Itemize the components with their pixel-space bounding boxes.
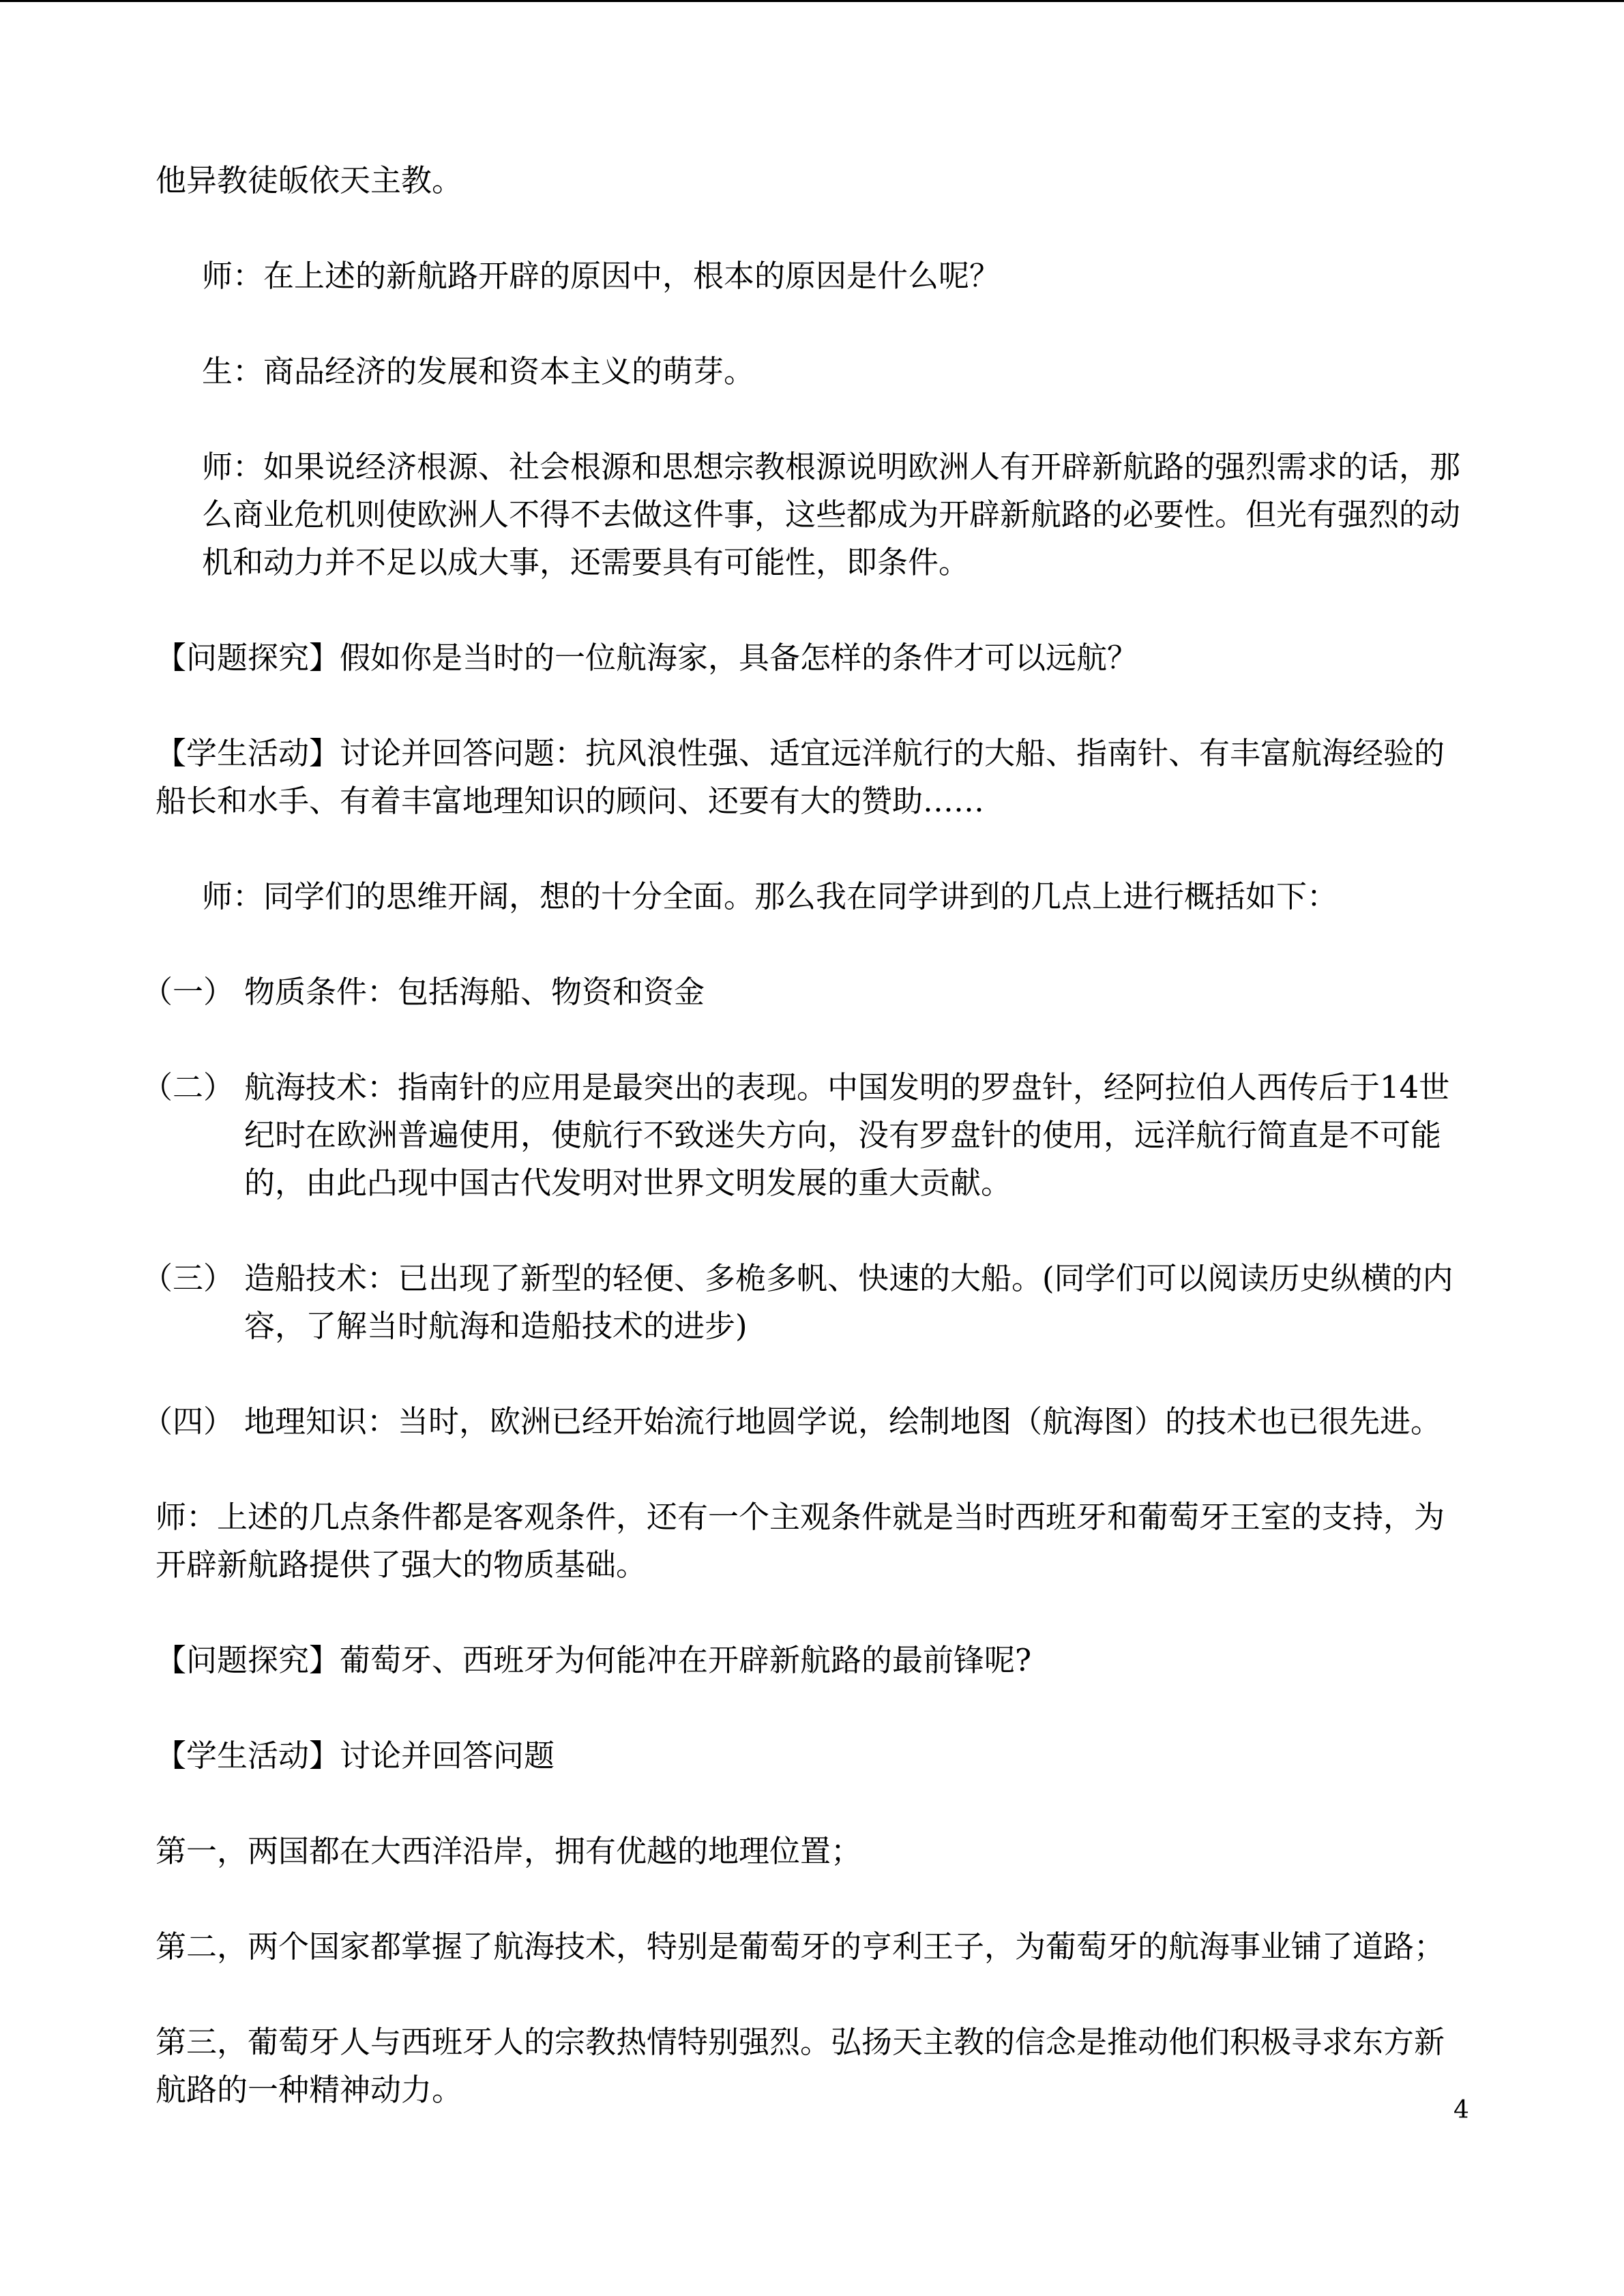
paragraph-inquiry-2: 【问题探究】葡萄牙、西班牙为何能冲在开辟新航路的最前锋呢? xyxy=(156,1642,1032,1678)
top-border-line xyxy=(0,0,1624,2)
paragraph-teacher-question: 师：在上述的新航路开辟的原因中，根本的原因是什么呢？ xyxy=(202,258,1001,294)
paragraph-activity-2: 【学生活动】讨论并回答问题 xyxy=(156,1738,555,1774)
condition-item-navigation xyxy=(142,1064,1472,1207)
paragraph-student-answer: 生：商品经济的发展和资本主义的萌芽。 xyxy=(202,353,755,389)
condition-item-shipbuilding xyxy=(142,1255,1472,1350)
condition-item-geography xyxy=(142,1398,1472,1446)
condition-text: 造船技术：已出现了新型的轻便、多桅多帆、快速的大船。(同学们可以阅读历史纵横的内容，了解当时航海和造船技术的进步) xyxy=(244,1260,1453,1344)
condition-marker: （四） xyxy=(142,1403,235,1440)
paragraph-reason-2: 第二，两个国家都掌握了航海技术，特别是葡萄牙的亨利王子，为葡萄牙的航海事业铺了道路； xyxy=(156,1928,1445,1965)
condition-item-material xyxy=(142,968,1472,1016)
condition-text: 地理知识：当时，欧洲已经开始流行地圆学说，绘制地图（航海图）的技术也已很先进。 xyxy=(244,1403,1442,1440)
condition-marker: （二） xyxy=(142,1069,235,1105)
condition-marker: （一） xyxy=(142,974,235,1010)
condition-text: 物质条件：包括海船、物资和资金 xyxy=(244,974,705,1010)
paragraph-inquiry-1: 【问题探究】假如你是当时的一位航海家，具备怎样的条件才可以远航？ xyxy=(156,640,1138,676)
paragraph-teacher-subjective: 师：上述的几点条件都是客观条件，还有一个主观条件就是当时西班牙和葡萄牙王室的支持，为开辟新航路提供了强大的物质基础。 xyxy=(156,1499,1445,1583)
paragraph-reason-1: 第一，两国都在大西洋沿岸，拥有优越的地理位置； xyxy=(156,1833,862,1869)
paragraph-continuation: 他异教徒皈依天主教。 xyxy=(156,162,463,198)
paragraph-teacher-explain: 师：如果说经济根源、社会根源和思想宗教根源说明欧洲人有开辟新航路的强烈需求的话，那么商业危机则使欧洲人不得不去做这件事，这些都成为开辟新航路的必要性。但光有强烈的动机和动力并不足以成大事，还需要具有可能性，即条件。 xyxy=(202,449,1461,580)
condition-text: 航海技术：指南针的应用是最突出的表现。中国发明的罗盘针，经阿拉伯人西传后于14世纪时在欧洲普遍使用，使航行不致迷失方向，没有罗盘针的使用，远洋航行简直是不可能的，由此凸现中国古代发明对世界文明发展的重大贡献。 xyxy=(244,1069,1450,1201)
paragraph-reason-3: 第三，葡萄牙人与西班牙人的宗教热情特别强烈。弘扬天主教的信念是推动他们积极寻求东方新航路的一种精神动力。 xyxy=(156,2024,1445,2108)
paragraph-teacher-summary: 师：同学们的思维开阔，想的十分全面。那么我在同学讲到的几点上进行概括如下： xyxy=(202,878,1338,914)
condition-marker: （三） xyxy=(142,1260,235,1296)
document-page xyxy=(142,157,1472,2114)
paragraph-activity-1: 【学生活动】讨论并回答问题：抗风浪性强、适宜远洋航行的大船、指南针、有丰富航海经验的船长和水手、有着丰富地理知识的顾问、还要有大的赞助…… xyxy=(156,735,1445,819)
page-number: 4 xyxy=(1453,2096,1469,2124)
